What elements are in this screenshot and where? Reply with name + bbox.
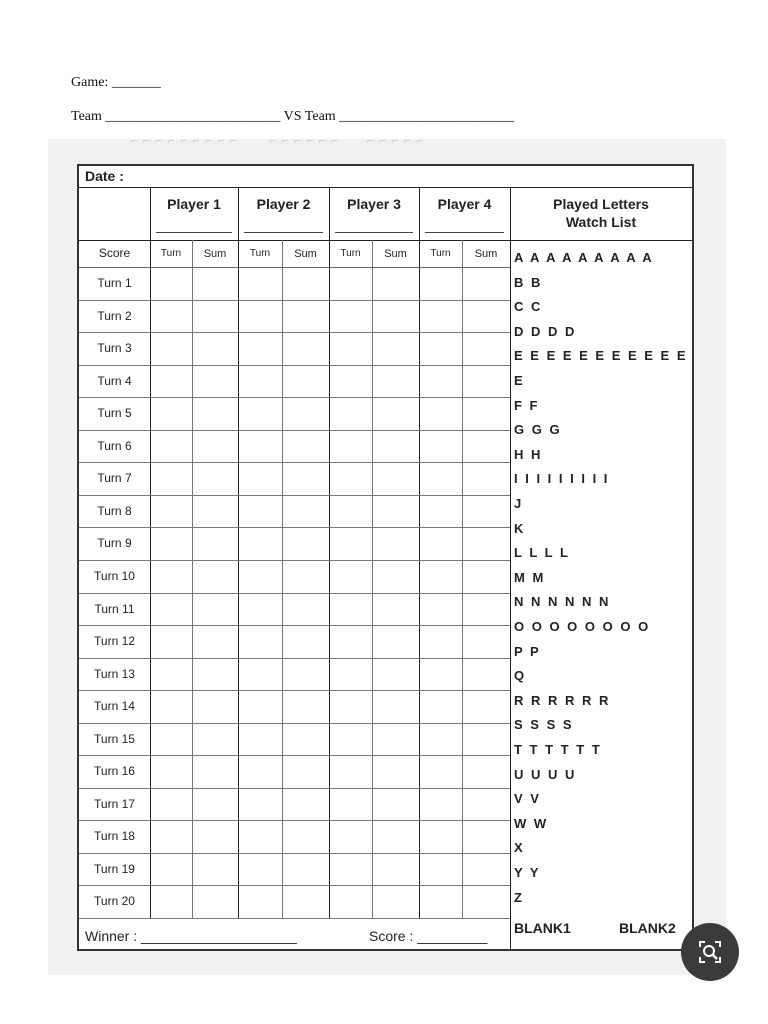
scoresheet-table [77, 164, 694, 951]
row-divider [79, 820, 510, 821]
turn-subheader: Turn [340, 248, 361, 259]
subcolumn-divider [372, 240, 373, 918]
letter-row: E [514, 373, 525, 388]
row-divider [79, 397, 510, 398]
turn-subheader: Turn [249, 248, 271, 259]
subcolumn-divider [462, 240, 463, 918]
turn-row-label: Turn 16 [94, 764, 135, 779]
letter-row: W W [514, 815, 549, 831]
torn-edge-marks: ⌐ ⌐ ⌐ ⌐ ⌐ ⌐ ⌐ ⌐ ⌐ ⌐ ⌐ ⌐ ⌐ ⌐ ⌐ ⌐ ⌐ ⌐ ⌐ ⌐ [130, 137, 425, 147]
column-divider [419, 187, 420, 918]
letter-row: O O O O O O O O [514, 619, 651, 634]
letter-row: M M [514, 569, 546, 585]
row-divider [79, 527, 510, 528]
letter-row: F F [514, 397, 540, 413]
score-label: Score [98, 246, 131, 260]
player-name-line [335, 232, 413, 233]
letter-row: Y Y [514, 865, 541, 880]
row-divider [79, 723, 510, 724]
watch-title-2: Watch List [565, 214, 637, 230]
zoom-button[interactable] [681, 923, 739, 981]
letter-row: I I I I I I I I I [514, 471, 610, 487]
turn-row-label: Turn 12 [94, 634, 135, 649]
letter-row: J [514, 496, 524, 511]
row-divider [79, 690, 510, 691]
row-divider [79, 885, 510, 886]
subcolumn-divider [282, 240, 283, 918]
letter-row: R R R R R R [514, 692, 611, 708]
date-label: Date : [85, 168, 124, 184]
row-divider [79, 495, 510, 496]
turn-row-label: Turn 2 [97, 308, 132, 323]
row-divider [79, 332, 510, 333]
turn-row-label: Turn 1 [97, 276, 132, 290]
team-line: Team _________________________ VS Team _________________________ [71, 109, 515, 124]
watch-title-1: Played Letters [553, 196, 649, 212]
date-divider [79, 187, 692, 188]
letter-row: A A A A A A A A A [514, 250, 654, 265]
player-1-header: Player 1 [167, 196, 221, 212]
letter-row: T T T T T T [514, 742, 602, 757]
row-divider [79, 918, 510, 919]
turn-row-label: Turn 10 [94, 568, 135, 583]
column-divider [329, 187, 330, 918]
letter-row: H H [514, 446, 543, 462]
sum-subheader: Sum [294, 248, 317, 260]
magnifier-icon [696, 938, 724, 966]
letter-row: Z [514, 889, 524, 905]
turn-row-label: Turn 15 [94, 731, 135, 746]
letter-row: B B [514, 274, 543, 290]
player-name-line [425, 232, 504, 233]
letter-row: P P [514, 643, 541, 659]
row-divider [79, 593, 510, 594]
letter-row: L L L L [514, 545, 570, 561]
player-2-header: Player 2 [256, 196, 311, 212]
column-divider [150, 187, 151, 918]
game-line: Game: _______ [71, 75, 161, 90]
turn-row-label: Turn 5 [97, 406, 132, 421]
row-divider [79, 625, 510, 626]
turn-subheader: Turn [160, 248, 182, 259]
letter-row: Q [514, 668, 527, 684]
turn-row-label: Turn 8 [97, 503, 132, 518]
turn-row-label: Turn 20 [94, 894, 135, 909]
turn-row-label: Turn 3 [97, 341, 132, 356]
player-name-line [244, 232, 323, 233]
row-divider [79, 658, 510, 659]
winner-label: Winner : ____________________ [85, 928, 297, 944]
letter-row: V V [514, 791, 541, 807]
player-4-header: Player 4 [437, 196, 492, 212]
letter-row: K [514, 520, 526, 536]
column-divider [238, 187, 239, 918]
letter-row: C C [514, 299, 543, 315]
turn-row-label: Turn 4 [97, 373, 132, 388]
row-divider [79, 462, 510, 463]
turn-row-label: Turn 7 [97, 471, 132, 486]
letter-row: G G G [514, 422, 562, 438]
sum-subheader: Sum [474, 248, 498, 260]
letter-row: E E E E E E E E E E E [514, 348, 688, 364]
turn-subheader: Turn [430, 248, 451, 259]
row-divider [79, 853, 510, 854]
letter-row: U U U U [514, 766, 577, 782]
header-divider [79, 240, 692, 241]
blank2-label: BLANK2 [619, 920, 676, 936]
row-divider [79, 365, 510, 366]
letter-row: N N N N N N [514, 594, 611, 610]
row-divider [79, 430, 510, 431]
column-divider [510, 187, 511, 949]
turn-row-label: Turn 14 [94, 699, 135, 714]
subcolumn-divider [192, 240, 193, 918]
turn-row-label: Turn 18 [94, 829, 135, 844]
row-divider [79, 560, 510, 561]
row-divider [79, 267, 510, 268]
player-name-line [156, 232, 232, 233]
player-3-header: Player 3 [347, 196, 401, 212]
letter-row: S S S S [514, 717, 574, 733]
final-score-label: Score : _________ [369, 928, 488, 944]
row-divider [79, 300, 510, 301]
sum-subheader: Sum [384, 248, 407, 260]
row-divider [79, 755, 510, 756]
turn-row-label: Turn 13 [94, 666, 135, 681]
turn-row-label: Turn 17 [94, 796, 135, 811]
sum-subheader: Sum [203, 248, 227, 260]
blank1-label: BLANK1 [514, 920, 571, 936]
row-divider [79, 788, 510, 789]
turn-row-label: Turn 19 [94, 861, 135, 876]
turn-row-label: Turn 9 [97, 536, 132, 551]
turn-row-label: Turn 11 [94, 601, 135, 616]
letter-row: X [514, 840, 525, 856]
letter-row: D D D D [514, 323, 577, 339]
turn-row-label: Turn 6 [97, 438, 132, 453]
